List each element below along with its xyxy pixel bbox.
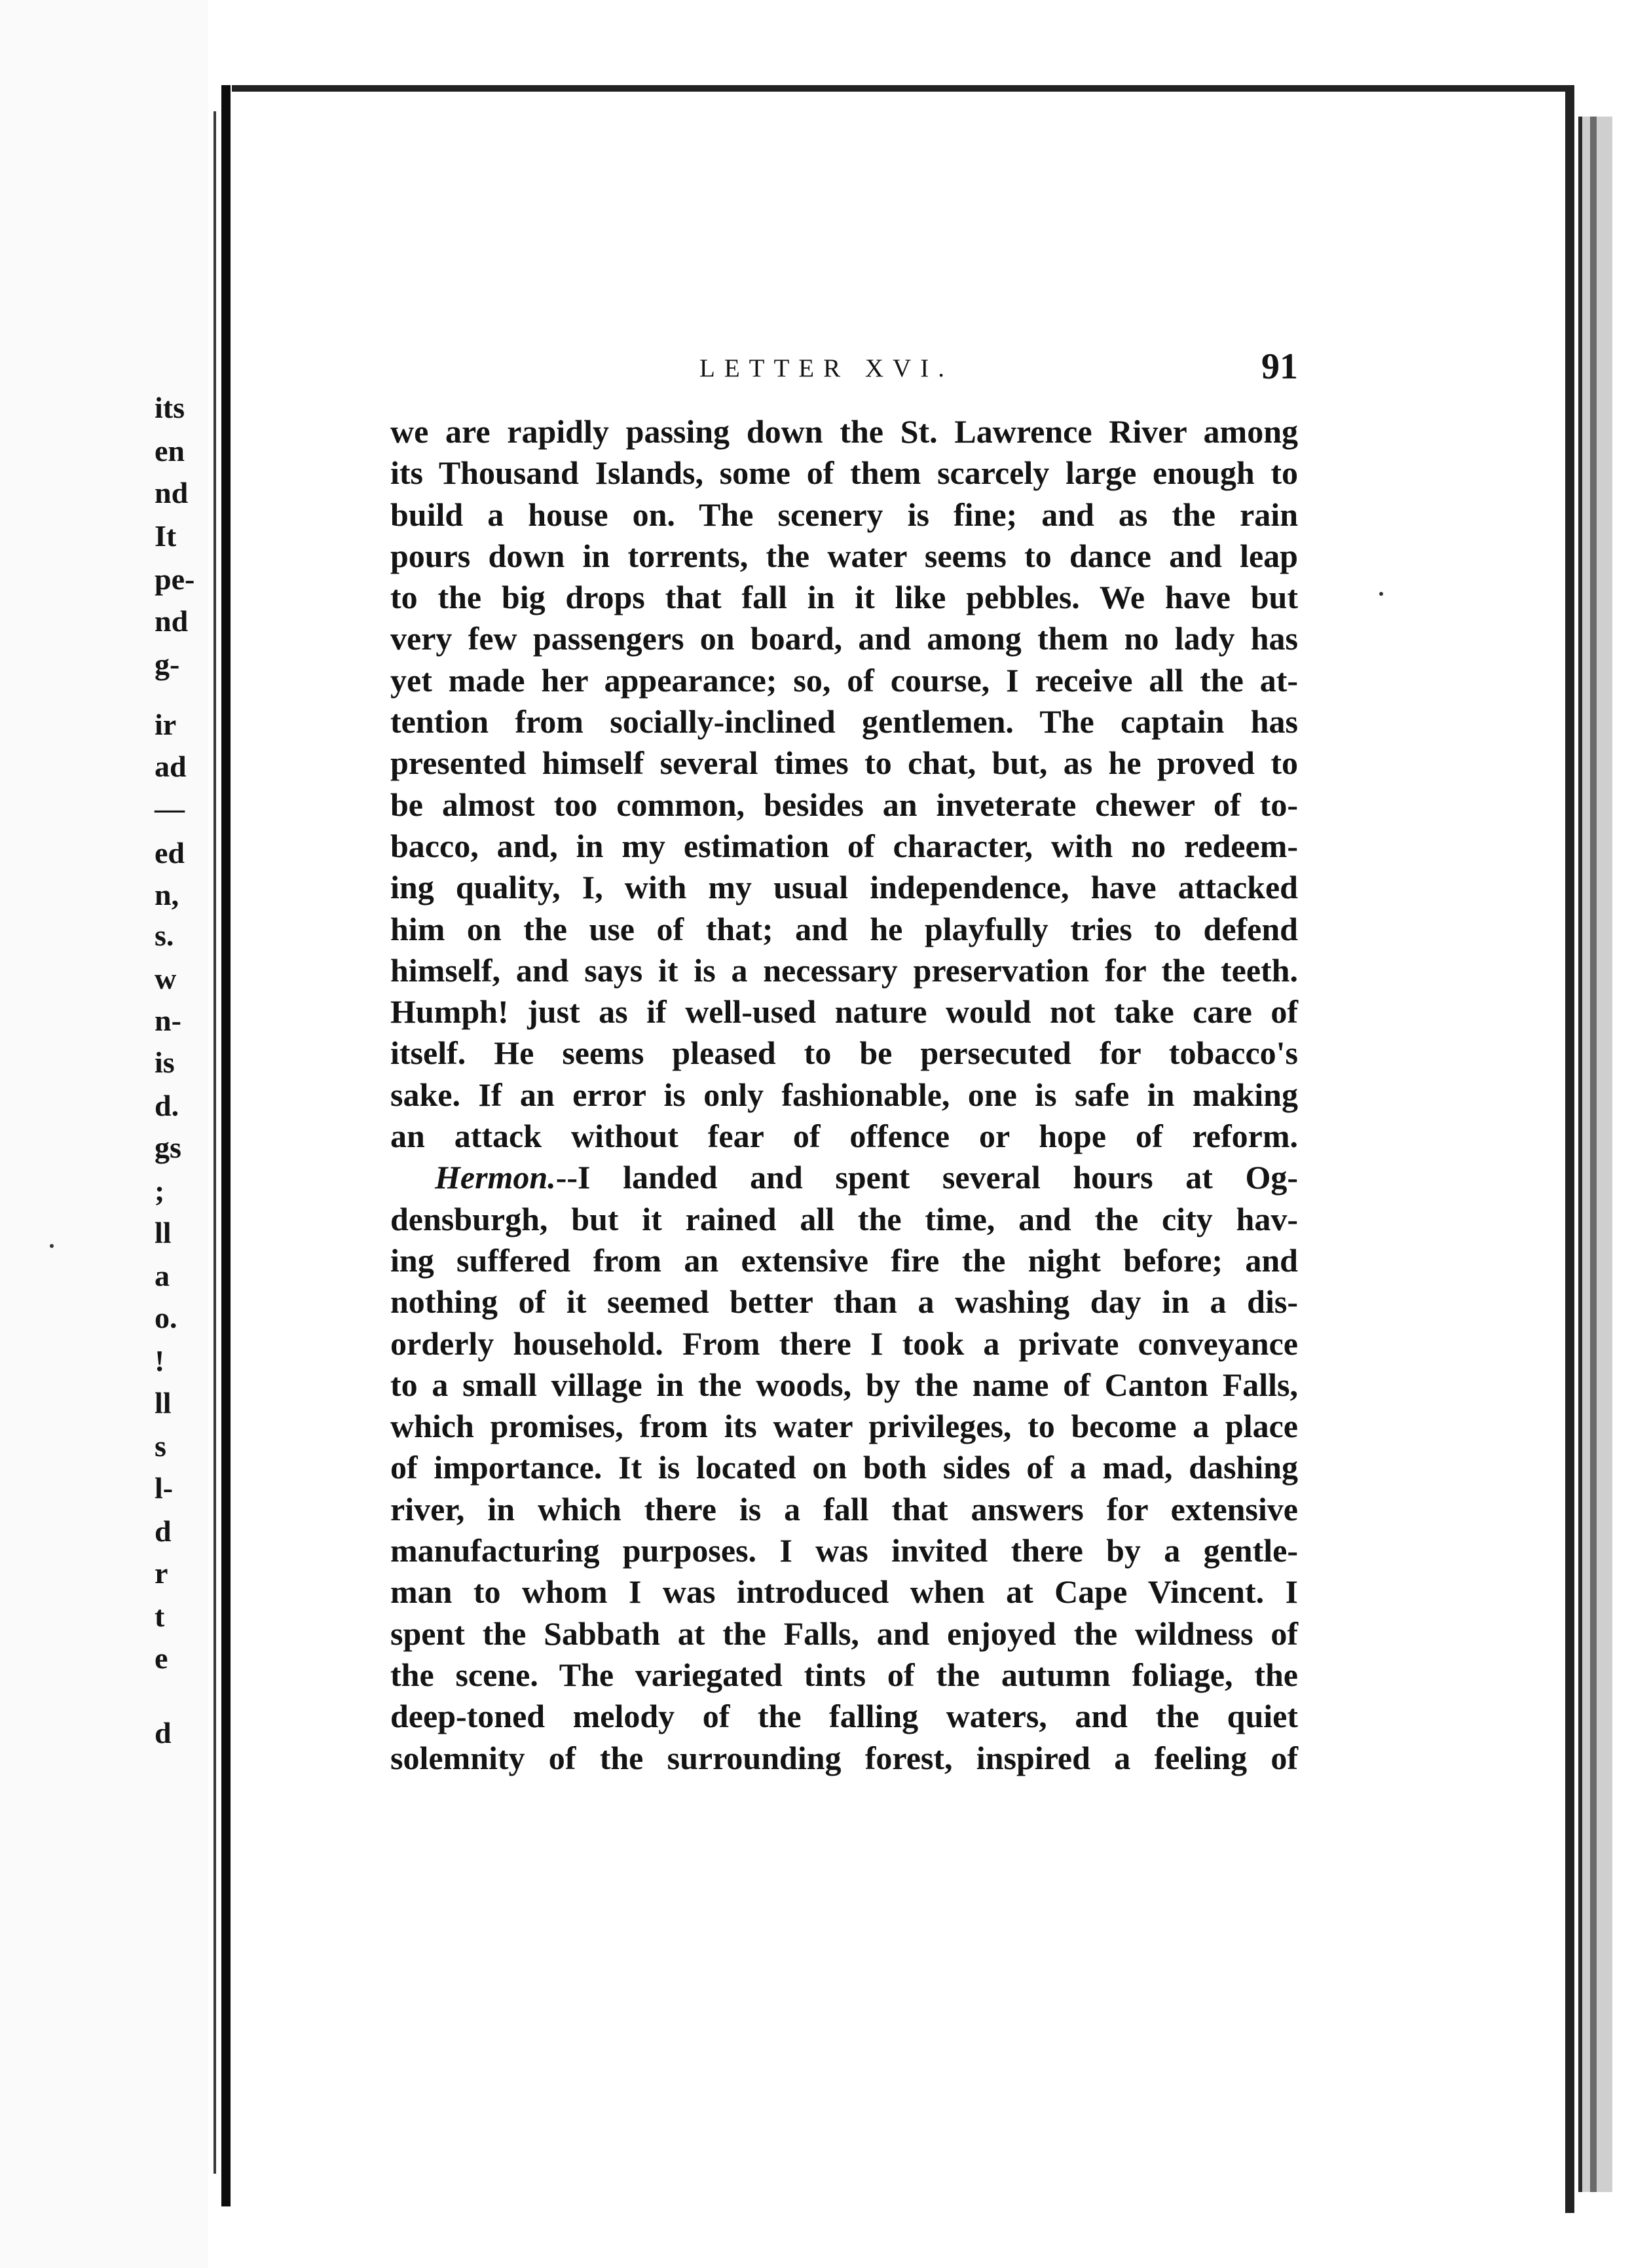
text-line: ing suffered from an extensive fire the night before; and	[390, 1241, 1298, 1279]
text-line: sake. If an error is only fashionable, one is safe in making	[390, 1076, 1298, 1113]
text-line: man to whom I was introduced when at Cape Vincent. I	[390, 1573, 1298, 1611]
left-fragment: o.	[155, 1301, 177, 1334]
paragraph-2-line: --I landed and spent several hours at Og-	[555, 1159, 1298, 1196]
left-fragment: is	[155, 1046, 175, 1079]
text-line: solemnity of the surrounding forest, inspired a feeling of	[390, 1739, 1298, 1776]
scan-speck	[1379, 592, 1383, 596]
left-fragment: !	[155, 1344, 165, 1378]
left-fragment: its	[155, 391, 185, 424]
text-line: bacco, and, in my estimation of character, with no redeem-	[390, 827, 1298, 864]
text-line: build a house on. The scenery is fine; and as the rain	[390, 496, 1298, 533]
text-line: very few passengers on board, and among them no lady has	[390, 620, 1298, 657]
paragraph-2	[390, 1157, 1298, 1778]
text-line: himself, and says it is a necessary preservation for the teeth.	[390, 951, 1298, 989]
text-line: river, in which there is a fall that answers for extensive	[390, 1490, 1298, 1527]
left-fragment: ll	[155, 1216, 172, 1249]
left-fragment: nd	[155, 476, 189, 509]
text-line: tention from socially-inclined gentlemen. The captain has	[390, 703, 1298, 741]
text-line: which promises, from its water privileges, to become a place	[390, 1408, 1298, 1445]
text-line: presented himself several times to chat, but, as he proved to	[390, 744, 1298, 782]
left-fragment: e	[155, 1641, 168, 1675]
text-line: manufacturing purposes. I was invited there by a gentle-	[390, 1532, 1298, 1569]
text-line: deep-toned melody of the falling waters, and the quiet	[390, 1698, 1298, 1735]
left-fragment: w	[155, 962, 177, 995]
scan-speck	[50, 1244, 54, 1248]
left-fragment: s	[155, 1429, 166, 1463]
body-text	[390, 411, 1298, 1779]
text-line: we are rapidly passing down the St. Lawrence River among	[390, 413, 1298, 450]
left-fragment: n,	[155, 878, 179, 911]
left-fragment: n-	[155, 1004, 181, 1037]
place-heading: Hermon.	[435, 1159, 556, 1196]
left-fragment: —	[155, 792, 185, 825]
left-fragment: ;	[155, 1174, 165, 1207]
running-header: LETTER XVI.	[699, 354, 954, 382]
left-fragment: ad	[155, 750, 187, 783]
left-fragment: r	[155, 1556, 168, 1590]
text-line: of importance. It is located on both sides of a mad, dashing	[390, 1449, 1298, 1486]
left-fragment: s.	[155, 919, 174, 952]
text-line: Humph! just as if well-used nature would not take care of	[390, 993, 1298, 1031]
text-line: an attack without fear of offence or hope of reform.	[390, 1118, 1298, 1155]
text-line: orderly household. From there I took a private conveyance	[390, 1325, 1298, 1362]
left-fragment: d.	[155, 1089, 179, 1122]
book-gutter	[221, 85, 231, 2206]
left-fragment: l-	[155, 1471, 174, 1505]
left-fragment: ir	[155, 708, 177, 741]
left-fragment: en	[155, 434, 185, 467]
gutter-shadow	[213, 111, 216, 2174]
page-number: 91	[1261, 346, 1298, 387]
text-line: yet made her appearance; so, of course, I receive all the at-	[390, 661, 1298, 699]
left-fragment: gs	[155, 1131, 181, 1164]
left-page	[0, 0, 208, 2268]
text-line: densburgh, but it rained all the time, and the city hav-	[390, 1200, 1298, 1237]
text-line: spent the Sabbath at the Falls, and enjoyed the wildness of	[390, 1615, 1298, 1652]
text-line: nothing of it seemed better than a washing day in a dis-	[390, 1283, 1298, 1321]
left-fragment: d	[155, 1716, 172, 1749]
left-fragment: pe-	[155, 562, 195, 596]
text-line: be almost too common, besides an inveterate chewer of to-	[390, 786, 1298, 823]
left-fragment: ed	[155, 836, 185, 869]
text-line: him on the use of that; and he playfully tries to defend	[390, 910, 1298, 947]
paragraph-1	[390, 411, 1298, 1157]
text-line: the scene. The variegated tints of the autumn foliage, the	[390, 1656, 1298, 1693]
text-line: itself. He seems pleased to be persecuted for tobacco's	[390, 1034, 1298, 1072]
left-fragment: a	[155, 1259, 170, 1292]
text-line: ing quality, I, with my usual independence, have attacked	[390, 869, 1298, 906]
left-fragment: d	[155, 1514, 172, 1548]
left-fragment: ll	[155, 1386, 172, 1419]
left-fragment: It	[155, 519, 177, 553]
text-line: to the big drops that fall in it like pebbles. We have but	[390, 579, 1298, 616]
page-edge	[1578, 117, 1612, 2192]
text-line: pours down in torrents, the water seems to dance and leap	[390, 537, 1298, 574]
text-line: to a small village in the woods, by the name of Canton Falls,	[390, 1366, 1298, 1403]
left-fragment: g-	[155, 648, 180, 681]
paragraph-2-first-line	[390, 1157, 1298, 1198]
left-fragment: t	[155, 1600, 165, 1633]
left-fragment: nd	[155, 604, 189, 638]
text-line: its Thousand Islands, some of them scarcely large enough to	[390, 454, 1298, 492]
